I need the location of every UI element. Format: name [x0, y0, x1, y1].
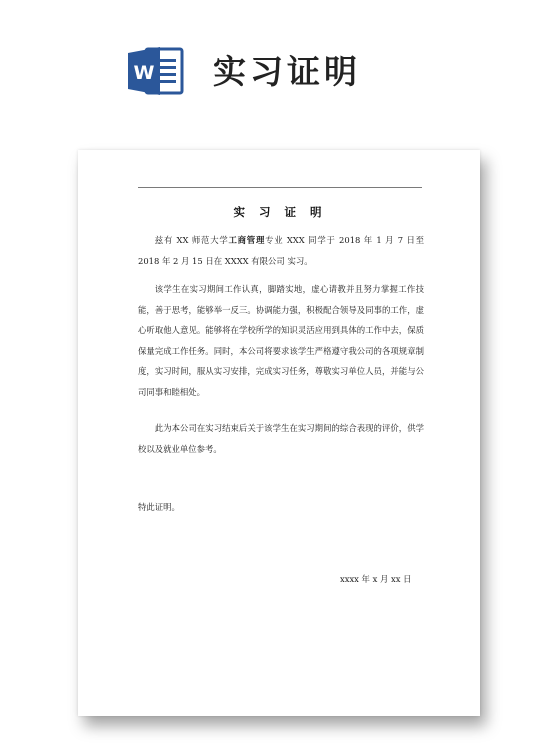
- paragraph-intro: [138, 230, 424, 271]
- closing-line: 特此证明。: [138, 502, 180, 512]
- word-icon-letter: W: [133, 62, 155, 84]
- header-rule: [138, 187, 422, 188]
- header: [0, 0, 560, 120]
- page-title: 实习证明: [213, 52, 361, 91]
- paragraph-evaluation: 此为本公司在实习结束后关于该学生在实习期间的综合表现的评价，供学校以及就业单位参考。: [138, 423, 424, 454]
- intro-text-a: 兹有 XX 师范大学: [154, 235, 229, 245]
- date-line: xxxx 年 x 月 xx 日: [340, 574, 412, 584]
- document-title: 实 习 证 明: [233, 205, 327, 219]
- intro-text-b: 专业 XXX 同学于 2018 年 1 月 7 日至 2018 年 2 月 15 日在 XXXX 有限公司 实习。: [138, 235, 425, 266]
- major-name: 工商管理: [228, 235, 266, 245]
- paragraph-performance: 该学生在实习期间工作认真，脚踏实地，虚心请教并且努力掌握工作技能，善于思考，能够举一反三。协调能力强，积极配合领导及同事的工作，虚心听取他人意见。能够将在学校所学的知识灵活应用到具体的工作中去，保质保量完成工作任务。同时，本公司将要求该学生严格遵守我公司的各项规章制度，实习时间，服从实习安排，完成实习任务，尊敬实习单位人员，并能与公司同事和睦相处。: [138, 284, 424, 397]
- document-page: [78, 150, 480, 716]
- word-document-icon: [128, 45, 186, 97]
